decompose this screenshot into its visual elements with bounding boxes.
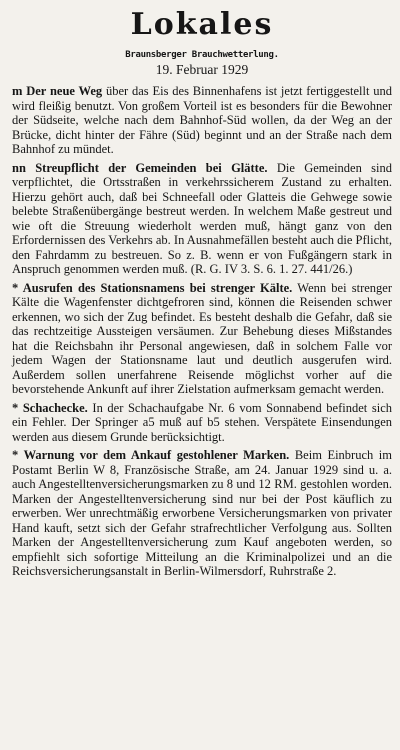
article-streupflicht — [12, 161, 392, 277]
article-body: Die Gemeinden sind verpflichtet, die Ortsstraßen in verkehrssicherem Zustand zu erhalten. Hierzu gehört auch, daß bei Schneefall oder Glatteis die Gehwege sowie belebte Straßenübergänge bestreut werden. In welchem Maße gestreut und wie oft die Streuung wiederholt werden muß, hängt ganz von den Erfordernissen des Verkehrs ab. In Ausnahmefällen besteht auch die Pflicht, den Fahrdamm zu bestreuen. So z. B. wenn er von Fußgängern stark in Anspruch genommen werden muß. (R. G. IV 3. S. 6. 1. 27. 441/26.) — [12, 160, 392, 276]
article-lead: nn — [12, 160, 36, 175]
date-line: 19. Februar 1929 — [155, 62, 249, 77]
article-lead: * — [12, 280, 23, 295]
article-body: Wenn bei strenger Kälte die Wagenfenster dichtgefroren sind, können die Reisenden schwer erkennen, wo sich der Zug befindet. Es besteht deshalb die Gefahr, daß sie das rechtzeitige Aussteigen versäumen. Zur Behebung dieses Mißstandes hat die Reichsbahn ihr Personal angewiesen, daß in solchem Falle vor jedem Wagen der Stationsname laut und deutlich ausgerufen wird. Außerdem sollen unerfahrene Reisende möglichst vorher auf die bevorstehende Ankunft auf ihrer Zielstation aufmerksam gemacht werden. — [12, 280, 393, 396]
article-lead: * — [12, 448, 24, 462]
article-headline: Ausrufen des Stationsnamens bei strenger Kälte. — [22, 280, 293, 295]
article-headline: Warnung vor dem Ankauf gestohlener Marken. — [23, 448, 290, 462]
article-stationsname — [12, 281, 392, 397]
article-neuer-weg — [12, 84, 392, 157]
article-lead: m — [12, 84, 27, 98]
article-body: In der Schachaufgabe Nr. 6 vom Sonnabend befindet sich ein Fehler. Der Springer a5 muß auf b5 stehen. Verspätete Einsendungen werden aus diesem Grunde berücksichtigt. — [12, 400, 393, 444]
article-headline: Streupflicht der Gemeinden bei Glätte. — [35, 160, 268, 175]
source-line: Braunsberger Brauchwetterlung. — [125, 50, 279, 60]
article-body: Beim Einbruch im Postamt Berlin W 8, Französische Straße, am 24. Januar 1929 sind u. a. auch Angestelltenversicherungsmarken zu 8 und 12 RM. gestohlen worden. Marken der Angestelltenversicherung sind nur bei der Post käuflich zu erwerben. Wer unrechtmäßig erworbene Versicherungsmarken von privater Hand kauft, setzt sich der Gefahr strafrechtlicher Verfolgung aus. Sollten Marken der Angestelltenversicherung zum Kauf angeboten werden, so empfiehlt sich sofortige Mitteilung an die Kriminalpolizei und an die Reichsversicherungsanstalt in Berlin-Wilmersdorf, Ruhrstraße 2. — [12, 448, 392, 578]
article-lead: * — [12, 400, 23, 415]
article-headline: Schachecke. — [22, 400, 88, 415]
article-schachecke — [12, 401, 392, 445]
article-body: über das Eis des Binnenhafens ist jetzt fertiggestellt und wird fleißig benutzt. Von großem Vorteil ist es besonders für die Bewohner der Südseite, welche nach dem Bahnhof-Süd wollen, da der Weg an der Brücke, dicht hinter der Fähre (Süd) beginnt und an der Straße nach dem Bahnhof zu mündet. — [12, 84, 392, 156]
article-headline: Der neue Weg — [26, 84, 103, 98]
section-title: Lokales — [130, 7, 274, 42]
article-warnung-marken — [12, 448, 392, 579]
